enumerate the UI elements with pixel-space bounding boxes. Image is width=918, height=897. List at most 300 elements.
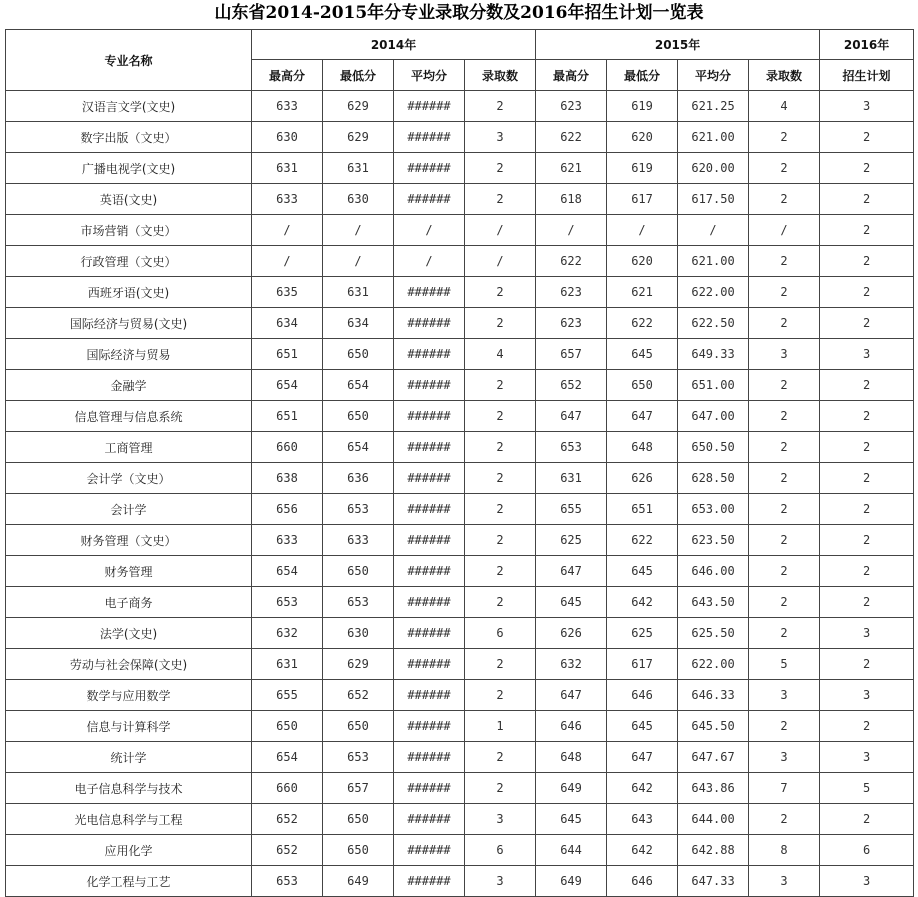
value-cell: 620: [607, 122, 678, 153]
value-cell: 2: [749, 556, 820, 587]
value-cell: /: [323, 215, 394, 246]
value-cell: 2: [465, 773, 536, 804]
value-cell: 647.00: [678, 401, 749, 432]
value-cell: 655: [252, 680, 323, 711]
value-cell: 638: [252, 463, 323, 494]
major-name-cell: 英语(文史): [6, 184, 252, 215]
value-cell: 631: [536, 463, 607, 494]
value-cell: 645.50: [678, 711, 749, 742]
value-cell: ######: [394, 835, 465, 866]
value-cell: 2: [465, 587, 536, 618]
value-cell: 2: [749, 618, 820, 649]
major-name-cell: 财务管理: [6, 556, 252, 587]
value-cell: 633: [323, 525, 394, 556]
value-cell: /: [749, 215, 820, 246]
value-cell: 2: [820, 432, 914, 463]
value-cell: 2: [820, 277, 914, 308]
value-cell: 654: [323, 432, 394, 463]
value-cell: ######: [394, 618, 465, 649]
header-2014-max: 最高分: [252, 60, 323, 91]
value-cell: 3: [749, 680, 820, 711]
value-cell: 654: [252, 556, 323, 587]
value-cell: 631: [323, 277, 394, 308]
value-cell: ######: [394, 277, 465, 308]
value-cell: 2: [465, 525, 536, 556]
value-cell: ######: [394, 308, 465, 339]
value-cell: 625: [536, 525, 607, 556]
major-name-cell: 劳动与社会保障(文史): [6, 649, 252, 680]
value-cell: 623.50: [678, 525, 749, 556]
value-cell: 647.33: [678, 866, 749, 897]
value-cell: 630: [323, 618, 394, 649]
value-cell: ######: [394, 432, 465, 463]
value-cell: /: [252, 215, 323, 246]
value-cell: 2: [465, 308, 536, 339]
value-cell: 3: [465, 866, 536, 897]
value-cell: 617: [607, 184, 678, 215]
value-cell: 2: [749, 525, 820, 556]
header-row-years: [6, 30, 914, 60]
value-cell: 621.25: [678, 91, 749, 122]
value-cell: ######: [394, 122, 465, 153]
value-cell: 650.50: [678, 432, 749, 463]
value-cell: 647: [536, 556, 607, 587]
major-name-cell: 光电信息科学与工程: [6, 804, 252, 835]
value-cell: 2: [820, 463, 914, 494]
header-2015-min: 最低分: [607, 60, 678, 91]
value-cell: 4: [749, 91, 820, 122]
value-cell: 620.00: [678, 153, 749, 184]
value-cell: 2: [749, 184, 820, 215]
major-name-cell: 信息与计算科学: [6, 711, 252, 742]
major-name-cell: 数字出版（文史）: [6, 122, 252, 153]
value-cell: 653: [252, 866, 323, 897]
value-cell: 622: [607, 525, 678, 556]
header-major: 专业名称: [6, 30, 252, 91]
value-cell: 3: [465, 804, 536, 835]
value-cell: 660: [252, 773, 323, 804]
major-name-cell: 会计学（文史）: [6, 463, 252, 494]
table-row: [6, 339, 914, 370]
value-cell: 623: [536, 277, 607, 308]
value-cell: 643: [607, 804, 678, 835]
value-cell: ######: [394, 463, 465, 494]
value-cell: 2: [749, 711, 820, 742]
major-name-cell: 信息管理与信息系统: [6, 401, 252, 432]
value-cell: ######: [394, 773, 465, 804]
value-cell: 631: [323, 153, 394, 184]
value-cell: 3: [820, 91, 914, 122]
value-cell: 636: [323, 463, 394, 494]
value-cell: 2: [820, 525, 914, 556]
value-cell: 644.00: [678, 804, 749, 835]
value-cell: 622: [607, 308, 678, 339]
value-cell: 654: [323, 370, 394, 401]
value-cell: 2: [465, 401, 536, 432]
value-cell: 2: [465, 91, 536, 122]
value-cell: ######: [394, 339, 465, 370]
table-row: [6, 463, 914, 494]
value-cell: 645: [536, 587, 607, 618]
value-cell: 657: [323, 773, 394, 804]
value-cell: 645: [607, 556, 678, 587]
table-row: [6, 649, 914, 680]
value-cell: 621.00: [678, 246, 749, 277]
value-cell: 650: [323, 711, 394, 742]
table-row: [6, 494, 914, 525]
value-cell: 630: [252, 122, 323, 153]
value-cell: 646.33: [678, 680, 749, 711]
value-cell: 650: [323, 339, 394, 370]
value-cell: 2: [465, 184, 536, 215]
table-row: [6, 711, 914, 742]
value-cell: /: [394, 246, 465, 277]
table-row: [6, 91, 914, 122]
table-row: [6, 432, 914, 463]
value-cell: 629: [323, 649, 394, 680]
value-cell: 634: [252, 308, 323, 339]
major-name-cell: 行政管理（文史）: [6, 246, 252, 277]
value-cell: 3: [820, 866, 914, 897]
value-cell: 645: [536, 804, 607, 835]
table-row: [6, 866, 914, 897]
value-cell: 642: [607, 835, 678, 866]
value-cell: 2: [820, 370, 914, 401]
value-cell: 6: [465, 618, 536, 649]
value-cell: 643.50: [678, 587, 749, 618]
value-cell: ######: [394, 711, 465, 742]
value-cell: 651: [252, 339, 323, 370]
value-cell: 629: [323, 91, 394, 122]
value-cell: 633: [252, 184, 323, 215]
value-cell: 2: [820, 308, 914, 339]
major-name-cell: 国际经济与贸易(文史): [6, 308, 252, 339]
value-cell: 642: [607, 773, 678, 804]
value-cell: 651: [252, 401, 323, 432]
header-2014-count: 录取数: [465, 60, 536, 91]
header-2014-avg: 平均分: [394, 60, 465, 91]
value-cell: 653: [536, 432, 607, 463]
value-cell: 653: [323, 587, 394, 618]
value-cell: 619: [607, 153, 678, 184]
major-name-cell: 法学(文史): [6, 618, 252, 649]
value-cell: ######: [394, 556, 465, 587]
value-cell: 625.50: [678, 618, 749, 649]
major-name-cell: 统计学: [6, 742, 252, 773]
value-cell: 653: [323, 494, 394, 525]
value-cell: 651: [607, 494, 678, 525]
value-cell: 2: [465, 556, 536, 587]
major-name-cell: 电子信息科学与技术: [6, 773, 252, 804]
value-cell: 630: [323, 184, 394, 215]
value-cell: 2: [749, 370, 820, 401]
table-row: [6, 122, 914, 153]
value-cell: 2: [820, 215, 914, 246]
major-name-cell: 广播电视学(文史): [6, 153, 252, 184]
value-cell: 642: [607, 587, 678, 618]
table-row: [6, 370, 914, 401]
value-cell: 647: [536, 680, 607, 711]
value-cell: 618: [536, 184, 607, 215]
major-name-cell: 工商管理: [6, 432, 252, 463]
major-name-cell: 财务管理（文史）: [6, 525, 252, 556]
value-cell: 648: [607, 432, 678, 463]
value-cell: ######: [394, 649, 465, 680]
value-cell: ######: [394, 91, 465, 122]
major-name-cell: 金融学: [6, 370, 252, 401]
value-cell: 2: [465, 463, 536, 494]
table-row: [6, 184, 914, 215]
header-2015-max: 最高分: [536, 60, 607, 91]
value-cell: ######: [394, 525, 465, 556]
value-cell: 3: [749, 339, 820, 370]
value-cell: 2: [465, 153, 536, 184]
header-year-2015: 2015年: [536, 30, 820, 60]
value-cell: 650: [323, 401, 394, 432]
value-cell: 2: [820, 153, 914, 184]
table-row: [6, 618, 914, 649]
value-cell: 622.50: [678, 308, 749, 339]
header-2015-count: 录取数: [749, 60, 820, 91]
value-cell: 650: [607, 370, 678, 401]
value-cell: 6: [465, 835, 536, 866]
value-cell: 619: [607, 91, 678, 122]
value-cell: 2: [820, 587, 914, 618]
header-2016-plan: 招生计划: [820, 60, 914, 91]
value-cell: 649: [323, 866, 394, 897]
value-cell: 655: [536, 494, 607, 525]
table-row: [6, 246, 914, 277]
header-year-2014: 2014年: [252, 30, 536, 60]
value-cell: ######: [394, 184, 465, 215]
major-name-cell: 国际经济与贸易: [6, 339, 252, 370]
value-cell: 647: [536, 401, 607, 432]
value-cell: 2: [465, 370, 536, 401]
value-cell: 653: [323, 742, 394, 773]
value-cell: 3: [749, 742, 820, 773]
value-cell: 633: [252, 91, 323, 122]
table-row: [6, 742, 914, 773]
value-cell: 3: [465, 122, 536, 153]
value-cell: 2: [465, 494, 536, 525]
value-cell: 2: [465, 680, 536, 711]
value-cell: 3: [820, 742, 914, 773]
value-cell: 622.00: [678, 649, 749, 680]
header-2015-avg: 平均分: [678, 60, 749, 91]
header-2014-min: 最低分: [323, 60, 394, 91]
value-cell: 656: [252, 494, 323, 525]
value-cell: 632: [252, 618, 323, 649]
table-row: [6, 556, 914, 587]
value-cell: 2: [749, 308, 820, 339]
value-cell: 631: [252, 153, 323, 184]
major-name-cell: 西班牙语(文史): [6, 277, 252, 308]
table-row: [6, 835, 914, 866]
value-cell: 2: [820, 804, 914, 835]
value-cell: 633: [252, 525, 323, 556]
value-cell: /: [465, 215, 536, 246]
value-cell: 629: [323, 122, 394, 153]
value-cell: 646: [536, 711, 607, 742]
value-cell: 650: [323, 835, 394, 866]
value-cell: 3: [749, 866, 820, 897]
value-cell: 2: [820, 649, 914, 680]
value-cell: /: [536, 215, 607, 246]
table-row: [6, 773, 914, 804]
value-cell: 3: [820, 339, 914, 370]
value-cell: ######: [394, 680, 465, 711]
value-cell: 626: [607, 463, 678, 494]
value-cell: 2: [749, 401, 820, 432]
value-cell: 2: [749, 122, 820, 153]
value-cell: 2: [820, 246, 914, 277]
value-cell: 2: [820, 711, 914, 742]
table-row: [6, 587, 914, 618]
value-cell: 635: [252, 277, 323, 308]
table-row: [6, 215, 914, 246]
value-cell: 2: [465, 277, 536, 308]
value-cell: 643.86: [678, 773, 749, 804]
value-cell: /: [394, 215, 465, 246]
value-cell: 634: [323, 308, 394, 339]
value-cell: 647: [607, 742, 678, 773]
value-cell: 647.67: [678, 742, 749, 773]
value-cell: 4: [465, 339, 536, 370]
value-cell: 623: [536, 91, 607, 122]
major-name-cell: 数学与应用数学: [6, 680, 252, 711]
value-cell: 2: [749, 432, 820, 463]
value-cell: 2: [820, 556, 914, 587]
value-cell: 649: [536, 866, 607, 897]
value-cell: 650: [252, 711, 323, 742]
value-cell: 654: [252, 742, 323, 773]
value-cell: 649.33: [678, 339, 749, 370]
table-row: [6, 804, 914, 835]
value-cell: /: [465, 246, 536, 277]
value-cell: 6: [820, 835, 914, 866]
value-cell: 3: [820, 618, 914, 649]
value-cell: 2: [749, 463, 820, 494]
value-cell: 2: [820, 122, 914, 153]
value-cell: 2: [749, 153, 820, 184]
value-cell: 617.50: [678, 184, 749, 215]
page-title: 山东省2014-2015年分专业录取分数及2016年招生计划一览表: [214, 3, 704, 23]
value-cell: 632: [536, 649, 607, 680]
value-cell: 626: [536, 618, 607, 649]
value-cell: 1: [465, 711, 536, 742]
value-cell: 645: [607, 339, 678, 370]
value-cell: 650: [323, 556, 394, 587]
table-row: [6, 153, 914, 184]
value-cell: 646: [607, 866, 678, 897]
value-cell: /: [323, 246, 394, 277]
value-cell: ######: [394, 370, 465, 401]
value-cell: 652: [252, 804, 323, 835]
value-cell: 642.88: [678, 835, 749, 866]
value-cell: 2: [465, 649, 536, 680]
value-cell: 651.00: [678, 370, 749, 401]
value-cell: /: [252, 246, 323, 277]
value-cell: 622: [536, 246, 607, 277]
value-cell: 648: [536, 742, 607, 773]
value-cell: 5: [749, 649, 820, 680]
value-cell: 617: [607, 649, 678, 680]
value-cell: 652: [252, 835, 323, 866]
value-cell: /: [607, 215, 678, 246]
value-cell: 620: [607, 246, 678, 277]
value-cell: 660: [252, 432, 323, 463]
value-cell: ######: [394, 742, 465, 773]
value-cell: 7: [749, 773, 820, 804]
table-row: [6, 308, 914, 339]
major-name-cell: 应用化学: [6, 835, 252, 866]
major-name-cell: 汉语言文学(文史): [6, 91, 252, 122]
value-cell: 2: [749, 587, 820, 618]
value-cell: 2: [749, 804, 820, 835]
header-year-2016: 2016年: [820, 30, 914, 60]
value-cell: 650: [323, 804, 394, 835]
value-cell: /: [678, 215, 749, 246]
value-cell: 621: [536, 153, 607, 184]
value-cell: 621.00: [678, 122, 749, 153]
value-cell: 621: [607, 277, 678, 308]
value-cell: 625: [607, 618, 678, 649]
value-cell: 8: [749, 835, 820, 866]
value-cell: ######: [394, 494, 465, 525]
value-cell: 644: [536, 835, 607, 866]
value-cell: 649: [536, 773, 607, 804]
major-name-cell: 电子商务: [6, 587, 252, 618]
value-cell: 2: [749, 246, 820, 277]
table-row: [6, 680, 914, 711]
value-cell: 652: [536, 370, 607, 401]
value-cell: ######: [394, 401, 465, 432]
table-row: [6, 525, 914, 556]
value-cell: 645: [607, 711, 678, 742]
value-cell: 653.00: [678, 494, 749, 525]
table-row: [6, 277, 914, 308]
value-cell: 3: [820, 680, 914, 711]
value-cell: 2: [820, 184, 914, 215]
value-cell: 2: [465, 432, 536, 463]
value-cell: 653: [252, 587, 323, 618]
value-cell: ######: [394, 804, 465, 835]
value-cell: 654: [252, 370, 323, 401]
major-name-cell: 化学工程与工艺: [6, 866, 252, 897]
value-cell: 622.00: [678, 277, 749, 308]
value-cell: 628.50: [678, 463, 749, 494]
admission-table: [5, 29, 914, 897]
value-cell: 2: [820, 494, 914, 525]
value-cell: 2: [820, 401, 914, 432]
major-name-cell: 会计学: [6, 494, 252, 525]
value-cell: 623: [536, 308, 607, 339]
value-cell: 646.00: [678, 556, 749, 587]
value-cell: 2: [749, 277, 820, 308]
value-cell: 652: [323, 680, 394, 711]
table-body: [6, 91, 914, 897]
value-cell: 2: [465, 742, 536, 773]
value-cell: 657: [536, 339, 607, 370]
major-name-cell: 市场营销（文史）: [6, 215, 252, 246]
table-row: [6, 401, 914, 432]
value-cell: 647: [607, 401, 678, 432]
value-cell: ######: [394, 587, 465, 618]
value-cell: 2: [749, 494, 820, 525]
value-cell: 622: [536, 122, 607, 153]
value-cell: ######: [394, 866, 465, 897]
value-cell: 646: [607, 680, 678, 711]
